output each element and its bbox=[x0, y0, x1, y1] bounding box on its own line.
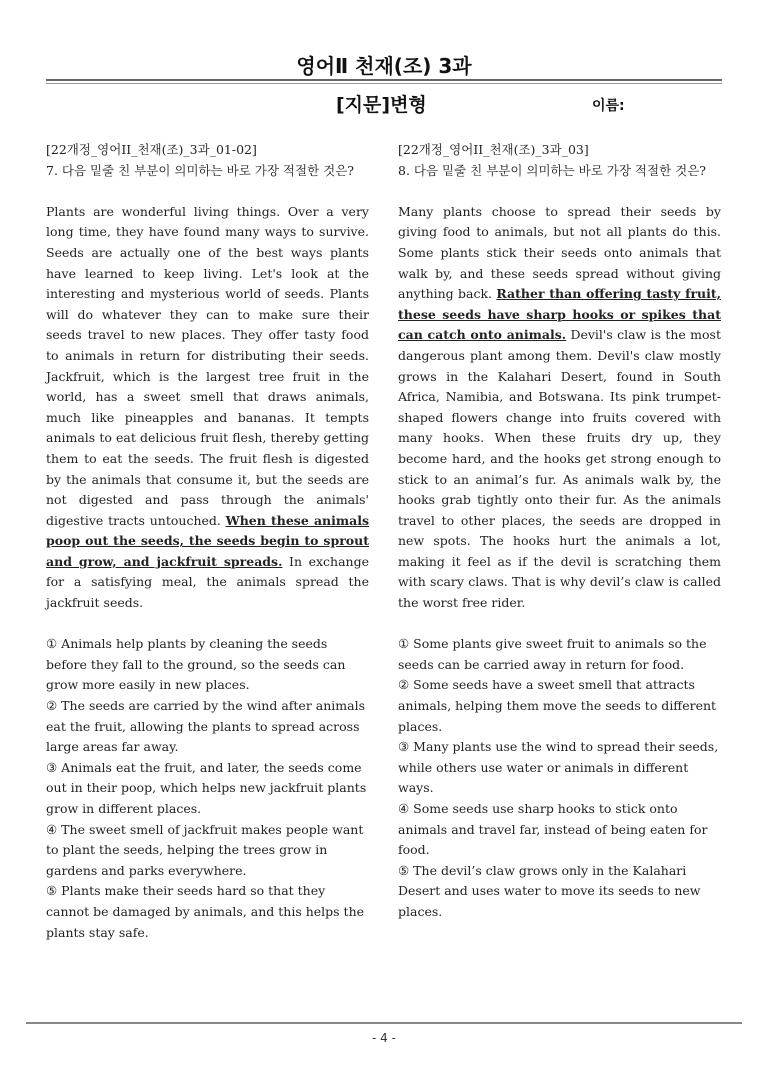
page-title: 영어Ⅱ 천재(조) 3과 bbox=[296, 54, 472, 78]
underlined-phrase: When these animals poop out the seeds, the seeds begin to sprout and grow, and jackfruit spreads. bbox=[46, 512, 369, 569]
passage-text: In exchange for a satisfying meal, the animals spread the jackfruit seeds. bbox=[46, 553, 369, 611]
answer-option-4[interactable]: ④ The sweet smell of jackfruit makes people want to plant the seeds, helping the trees grow in gardens and parks everywhere. bbox=[46, 821, 364, 878]
reading-passage bbox=[46, 202, 369, 614]
passage-text: Devil's claw is the most dangerous plant among them. Devil's claw mostly grows in the Kalahari Desert, found in South Africa, Namibia, and Botswana. Its pink trumpet-shaped flowers change into fruits covered with many hooks. When these fruits dry up, they become hard, and the hooks get strong enough to stick to an animal’s fur. As animals walk by, the hooks grab tightly onto their fur. As the animals travel to other places, the seeds are dropped in new spots. The hooks hurt the animals a lot, making it feel as if the devil is scratching them with scary claws. That is why devil’s claw is called the worst free rider. bbox=[398, 327, 721, 611]
answer-option-1[interactable]: ① Some plants give sweet fruit to animals so the seeds can be carried away in return for food. bbox=[398, 636, 707, 672]
reading-passage bbox=[398, 202, 721, 614]
answer-option-3[interactable]: ③ Many plants use the wind to spread their seeds, while others use water or animals in different ways. bbox=[398, 739, 719, 796]
passage-text: Plants are wonderful living things. Over a very long time, they have found many ways to survive. Seeds are actually one of the best ways plants have learned to keep living. Let's look at the interesting and mysterious world of seeds. Plants will do whatever they can to make sure their seeds travel to new places. They offer tasty food to animals in return for distributing their seeds. Jackfruit, which is the largest tree fruit in the world, has a sweet smell that draws animals, much like pineapples and bananas. It tempts animals to eat delicious fruit flesh, thereby getting them to eat the seeds. The fruit flesh is digested by the animals that consume it, but the seeds are not digested and pass through the animals' digestive tracts untouched. bbox=[46, 203, 369, 528]
page-subtitle: [지문]변형 bbox=[336, 94, 427, 116]
answer-options bbox=[398, 634, 721, 922]
passage-text: Many plants choose to spread their seeds by giving food to animals, but not all plants do this. Some plants stick their seeds onto animals that walk by, and these seeds spread without giving anything back. bbox=[398, 203, 721, 302]
question-prompt: 7. 다음 밑줄 친 부분이 의미하는 바로 가장 적절한 것은? bbox=[46, 162, 354, 178]
answer-options bbox=[46, 634, 369, 943]
question-8-column bbox=[398, 140, 721, 923]
question-code: [22개정_영어II_천재(조)_3과_01-02] bbox=[46, 142, 257, 157]
underlined-phrase: Rather than offering tasty fruit, these seeds have sharp hooks or spikes that can catch onto animals. bbox=[398, 286, 722, 343]
header-divider-thin bbox=[46, 83, 722, 84]
header-divider bbox=[46, 79, 722, 81]
answer-option-2[interactable]: ② Some seeds have a sweet smell that attracts animals, helping them move the seeds to different places. bbox=[398, 677, 717, 734]
question-prompt: 8. 다음 밑줄 친 부분이 의미하는 바로 가장 적절한 것은? bbox=[398, 162, 706, 178]
footer-divider bbox=[26, 1022, 742, 1024]
question-7-column bbox=[46, 140, 369, 943]
answer-option-4[interactable]: ④ Some seeds use sharp hooks to stick onto animals and travel far, instead of being eaten for food. bbox=[398, 801, 708, 858]
answer-option-5[interactable]: ⑤ The devil’s claw grows only in the Kalahari Desert and uses water to move its seeds to new places. bbox=[398, 862, 701, 919]
answer-option-1[interactable]: ① Animals help plants by cleaning the seeds before they fall to the ground, so the seeds can grow more easily in new places. bbox=[46, 636, 346, 693]
page-number: - 4 - bbox=[372, 1031, 396, 1045]
name-field-label: 이름: bbox=[592, 98, 625, 114]
answer-option-5[interactable]: ⑤ Plants make their seeds hard so that they cannot be damaged by animals, and this helps the plants stay safe. bbox=[46, 883, 365, 940]
answer-option-2[interactable]: ② The seeds are carried by the wind after animals eat the fruit, allowing the plants to spread across large areas far away. bbox=[46, 698, 365, 755]
answer-option-3[interactable]: ③ Animals eat the fruit, and later, the seeds come out in their poop, which helps new jackfruit plants grow in different places. bbox=[46, 759, 367, 816]
question-code: [22개정_영어II_천재(조)_3과_03] bbox=[398, 142, 589, 157]
